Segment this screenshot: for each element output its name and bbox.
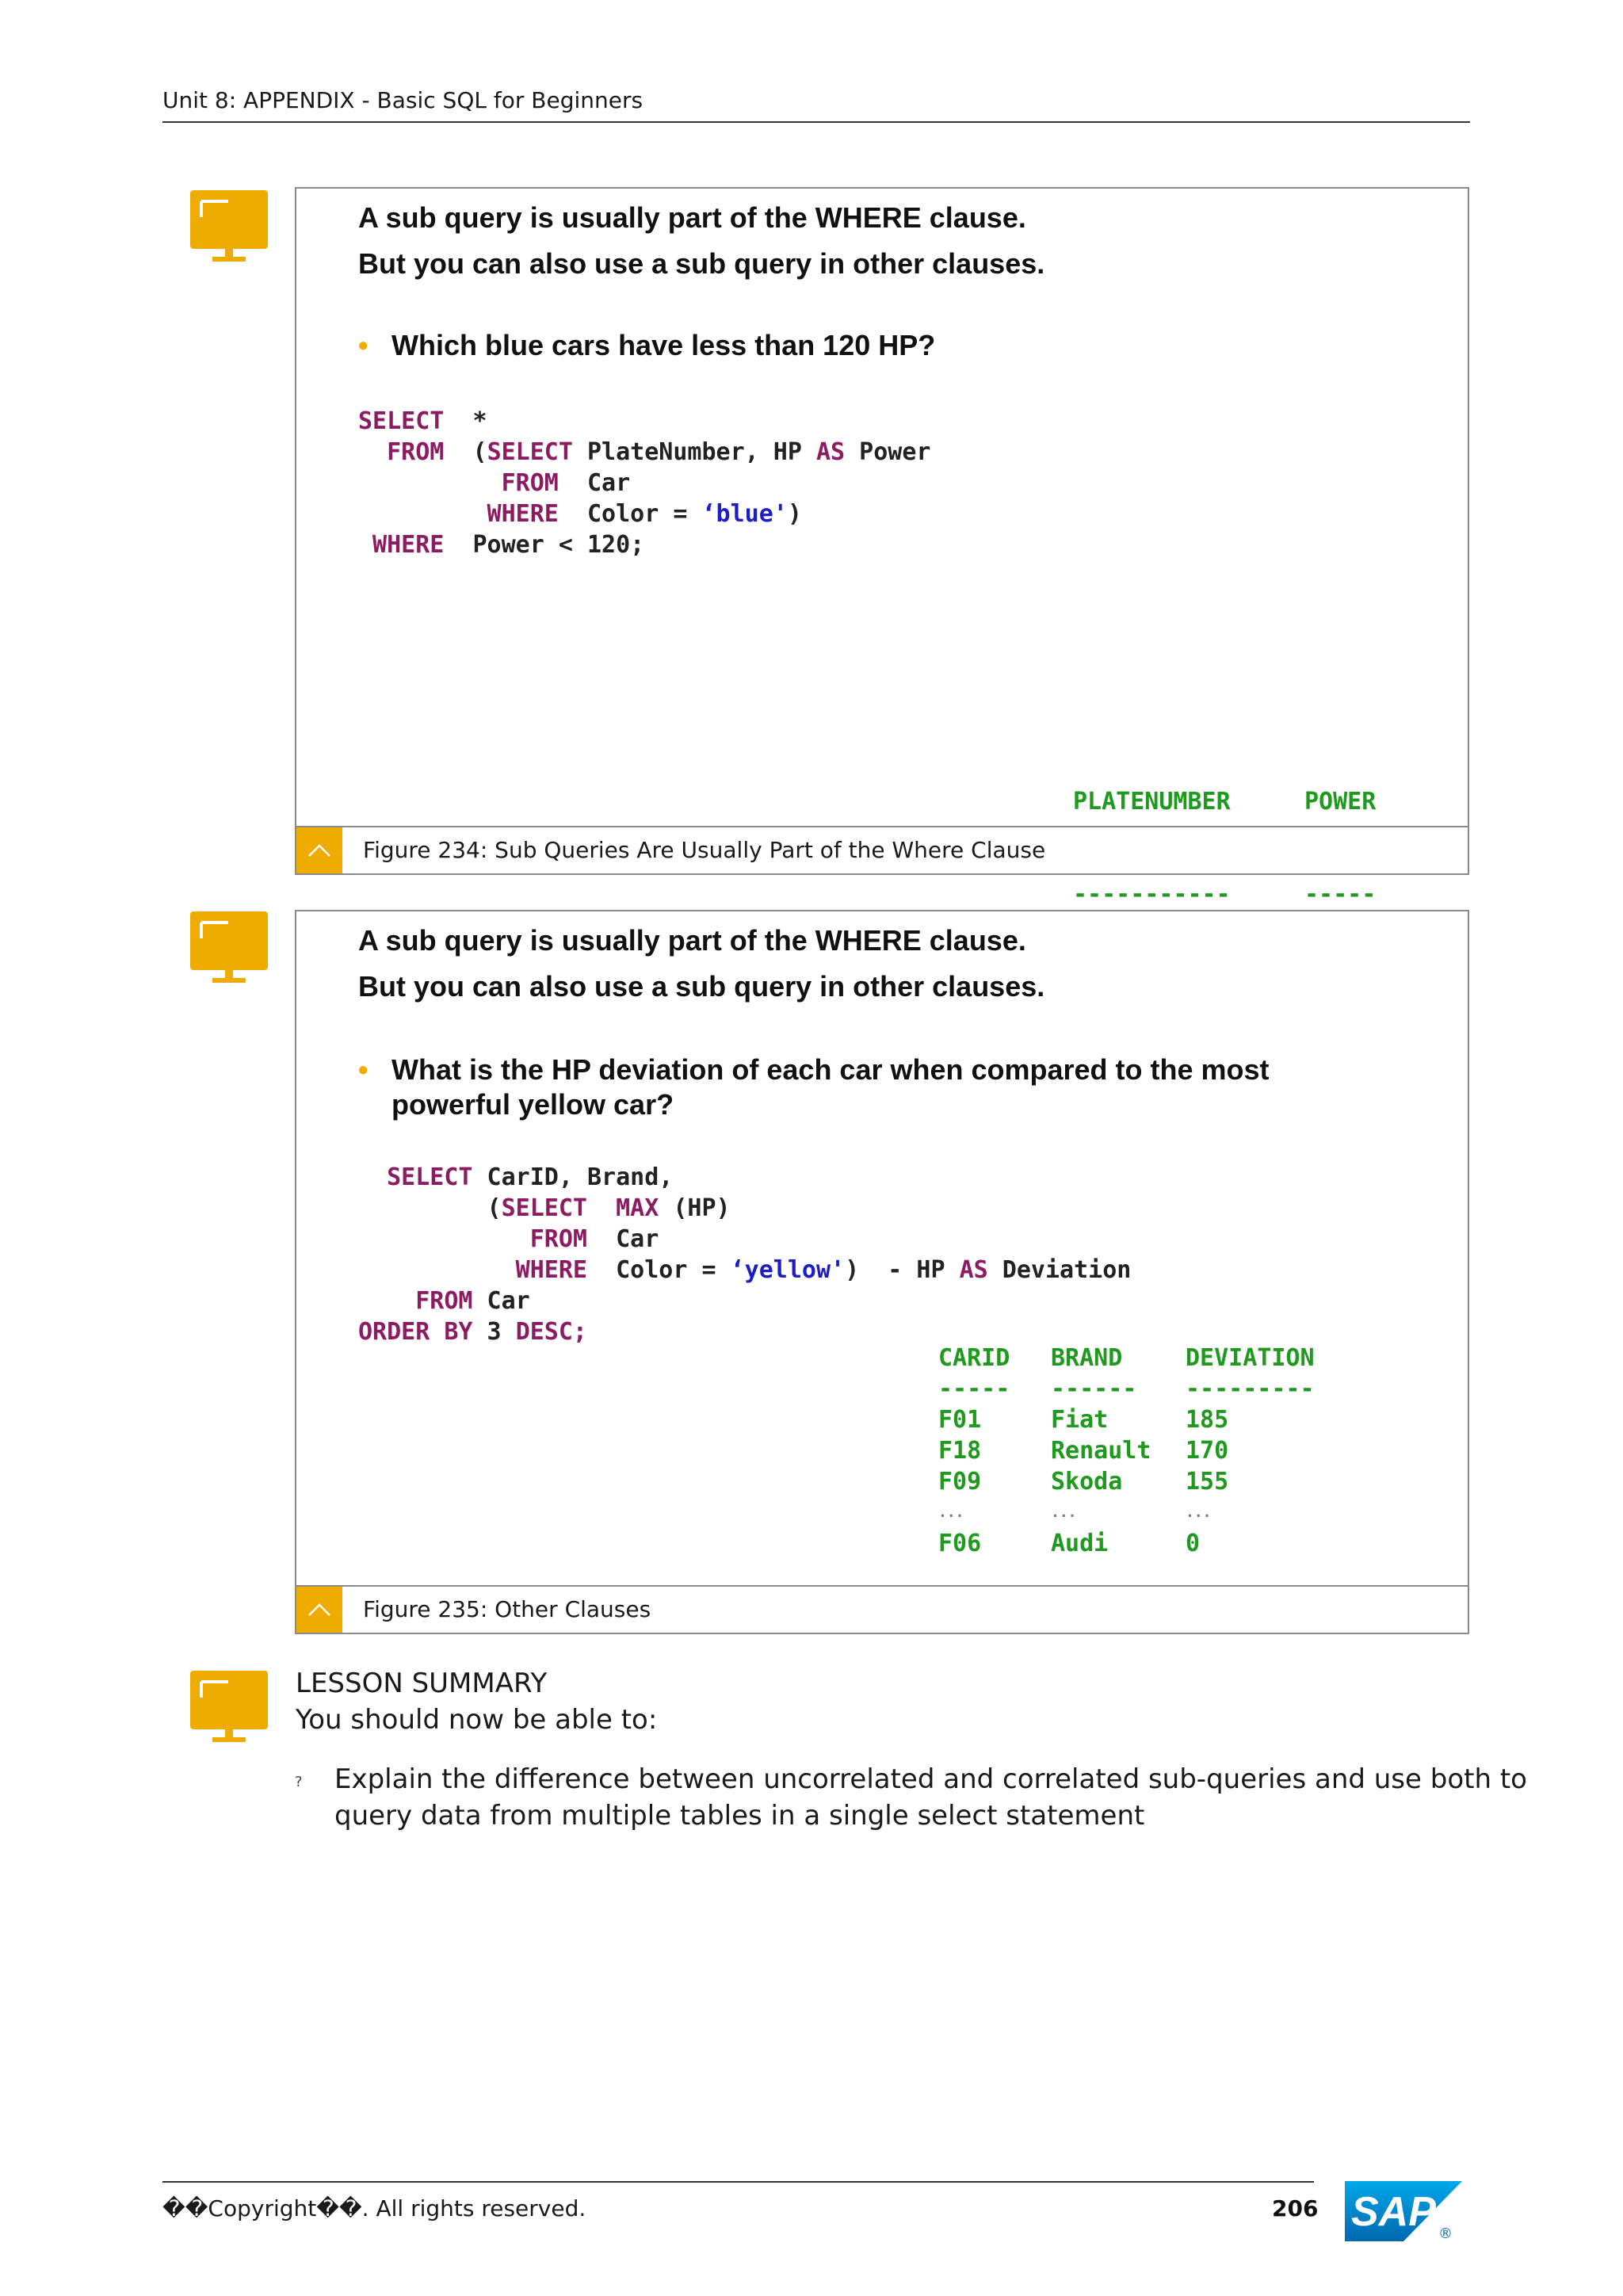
result-cell: 170 (1186, 1437, 1229, 1465)
sql-string: ‘blue' (701, 500, 788, 528)
sql-keyword: AS (959, 1256, 988, 1284)
sql-text: (HP) (659, 1194, 731, 1222)
sql-keyword: SELECT (358, 407, 445, 435)
result-col-deviation (1186, 1343, 1315, 1559)
result-header: CARID (938, 1344, 1010, 1372)
result-cell: F09 (938, 1468, 982, 1496)
sql-keyword: SELECT (358, 1163, 473, 1191)
sql-text: CarID, Brand, (472, 1163, 674, 1191)
sql-line (358, 499, 930, 529)
result-cell: 185 (1186, 1406, 1229, 1434)
sql-line (358, 1193, 1131, 1224)
header-divider (162, 121, 1470, 123)
sql-line (358, 529, 930, 560)
figure-caption-bar (296, 1585, 1468, 1633)
result-header: DEVIATION (1186, 1344, 1315, 1372)
result-cell: F01 (938, 1406, 982, 1434)
result-separator: ------ (1051, 1375, 1137, 1403)
result-separator: ----- (938, 1375, 1010, 1403)
sql-text: ( (444, 438, 487, 466)
sql-keyword: ORDER BY (358, 1318, 473, 1346)
sql-text: PlateNumber, HP (572, 438, 816, 466)
sql-text: Color = (558, 500, 702, 528)
result-cell: Skoda (1051, 1468, 1123, 1496)
sap-logo (1345, 2181, 1462, 2241)
sql-keyword: FROM (358, 438, 445, 466)
result-header: PLATENUMBER (1073, 788, 1231, 816)
sql-line (358, 468, 930, 499)
sql-keyword: WHERE (358, 1256, 587, 1284)
question-text: Which blue cars have less than 120 HP? (391, 329, 936, 361)
sql-keyword: FROM (358, 469, 559, 497)
slide-title-line-1: A sub query is usually part of the WHERE clause. (358, 201, 1026, 234)
sql-text: * (444, 407, 487, 435)
slide-title-line-2: But you can also use a sub query in other clauses. (358, 970, 1045, 1003)
sql-keyword: FROM (358, 1287, 473, 1315)
sql-keyword: WHERE (358, 531, 445, 559)
monitor-icon (190, 1671, 268, 1744)
result-col-brand (1051, 1343, 1151, 1559)
sql-line (358, 437, 930, 468)
sql-text: Power (845, 438, 931, 466)
sql-line (358, 1255, 1131, 1286)
sql-text: Deviation (987, 1256, 1132, 1284)
svg-text:®: ® (1438, 2225, 1453, 2241)
sql-code-block (358, 1162, 1131, 1347)
sql-keyword: FROM (358, 1225, 587, 1253)
result-separator: ----- (1304, 881, 1377, 908)
sql-text: Car (472, 1287, 530, 1315)
result-cell: ... (938, 1504, 964, 1521)
sql-line (358, 1316, 1131, 1347)
summary-bullet-mark: ? (295, 1774, 303, 1790)
result-col-carid (938, 1343, 1010, 1559)
svg-text:SAP: SAP (1351, 2189, 1436, 2235)
collapse-caret-icon[interactable] (296, 827, 342, 873)
result-cell: ... (1051, 1504, 1077, 1521)
bullet-dot-icon: • (358, 1053, 369, 1086)
result-cell: 0 (1186, 1530, 1201, 1557)
running-header: Unit 8: APPENDIX - Basic SQL for Beginners (162, 87, 643, 113)
figure-caption-bar (296, 826, 1468, 873)
figure-234-frame (295, 187, 1469, 908)
sql-keyword: WHERE (358, 500, 559, 528)
sql-keyword: DESC; (515, 1318, 587, 1346)
sql-text: ) - HP (845, 1256, 960, 1284)
page-number: 206 (1272, 2195, 1319, 2222)
slide-title-line-2: But you can also use a sub query in other clauses. (358, 247, 1045, 280)
monitor-icon (190, 911, 268, 984)
result-separator: ----------- (1073, 881, 1231, 908)
result-cell: Audi (1051, 1530, 1109, 1557)
slide-title-line-1: A sub query is usually part of the WHERE clause. (358, 924, 1026, 957)
copyright-text: ��Copyright��. All rights reserved. (162, 2195, 586, 2222)
question-text-line-1: What is the HP deviation of each car when compared to the most (391, 1053, 1270, 1086)
result-cell: 155 (1186, 1468, 1229, 1496)
monitor-icon (190, 190, 268, 263)
result-separator: --------- (1186, 1375, 1315, 1403)
sql-text: ( (358, 1194, 502, 1222)
result-cell: F18 (938, 1437, 982, 1465)
figure-caption: Figure 234: Sub Queries Are Usually Part of the Where Clause (363, 837, 1046, 863)
sql-text: Car (586, 1225, 659, 1253)
result-cell: ... (1186, 1504, 1212, 1521)
sql-keyword: AS (815, 438, 846, 466)
sql-text: Power < 120; (444, 531, 645, 559)
figure-caption: Figure 235: Other Clauses (363, 1596, 651, 1622)
sql-text (587, 1194, 616, 1222)
result-header: BRAND (1051, 1344, 1123, 1372)
sql-line (358, 406, 930, 437)
lesson-summary-title: LESSON SUMMARY (296, 1668, 548, 1699)
sql-line (358, 1224, 1131, 1255)
question-text-line-2: powerful yellow car? (391, 1088, 674, 1121)
result-cell: Fiat (1051, 1406, 1109, 1434)
result-cell: Renault (1051, 1437, 1151, 1465)
sql-line (358, 1286, 1131, 1316)
sql-line (358, 1162, 1131, 1193)
collapse-caret-icon[interactable] (296, 1587, 342, 1633)
sql-text: 3 (472, 1318, 516, 1346)
bullet-dot-icon: • (358, 329, 369, 361)
sql-string: ‘yellow' (730, 1256, 846, 1284)
sql-keyword: SELECT (487, 438, 573, 466)
figure-235-frame (295, 910, 1469, 1634)
sql-text: Color = (586, 1256, 731, 1284)
sql-keyword: SELECT (501, 1194, 587, 1222)
sql-text: Car (558, 469, 631, 497)
lesson-summary-subtitle: You should now be able to: (296, 1704, 658, 1736)
result-cell: F06 (938, 1530, 982, 1557)
sql-code-block (358, 406, 930, 560)
sql-keyword: MAX (616, 1194, 659, 1222)
sql-text: ) (787, 500, 802, 528)
result-header: POWER (1304, 788, 1377, 816)
summary-item: Explain the difference between uncorrelated and correlated sub-queries and use both to query data from multiple tables in a single select statement (334, 1763, 1527, 1832)
footer-divider (162, 2181, 1314, 2183)
